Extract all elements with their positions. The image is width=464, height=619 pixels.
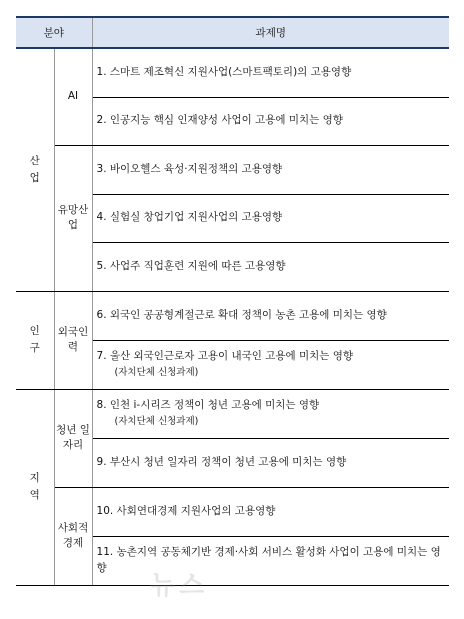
task-cell <box>92 291 449 340</box>
task-title: 4. 실험실 창업기업 지원사업의 고용영향 <box>96 211 283 224</box>
task-cell <box>92 340 449 389</box>
category-char: 구 <box>29 342 40 354</box>
subcategory-label: 청년 일자리 <box>56 423 90 451</box>
table-row <box>16 48 449 97</box>
task-cell <box>92 389 449 438</box>
watermark: 뉴스 <box>150 571 209 601</box>
task-title: 3. 바이오헬스 육성·지원정책의 고용영향 <box>96 162 283 175</box>
category-char: 인 <box>29 325 40 338</box>
task-cell <box>92 536 449 585</box>
subcategory-cell <box>54 389 92 487</box>
task-title: 7. 울산 외국인근로자 고용이 내국인 고용에 미치는 영향 <box>96 349 354 362</box>
subcategory-label: 유망산업 <box>57 203 89 231</box>
task-title: 10. 사회연대경제 지원사업의 고용영향 <box>96 504 276 517</box>
subcategory-cell <box>54 145 92 291</box>
subcategory-label: 사회적경제 <box>57 521 89 549</box>
category-char: 지 <box>29 472 40 485</box>
task-cell <box>92 242 449 291</box>
subcategory-cell <box>54 487 92 585</box>
task-title: 9. 부산시 청년 일자리 정책이 청년 고용에 미치는 영향 <box>96 455 347 468</box>
table-row <box>16 145 449 194</box>
task-cell <box>92 438 449 487</box>
category-char: 산 <box>29 154 40 167</box>
task-title: 8. 인천 i-시리즈 정책이 청년 고용에 미치는 영향 <box>96 398 320 411</box>
task-cell <box>92 194 449 242</box>
subcategory-cell <box>54 291 92 389</box>
category-cell <box>16 48 54 291</box>
task-note: (자치단체 신청과제) <box>114 415 199 427</box>
subcategory-label: AI <box>67 90 79 103</box>
table-row <box>16 291 449 340</box>
task-title: 2. 인공지능 핵심 인재양성 사업이 고용에 미치는 영향 <box>96 114 343 127</box>
task-title: 11. 농촌지역 공동체기반 경제·사회 서비스 활성화 사업이 고용에 미치는 영향 <box>96 545 441 574</box>
task-note: (자치단체 신청과제) <box>114 366 199 378</box>
task-cell <box>92 487 449 536</box>
subcategory-label: 외국인력 <box>57 325 89 353</box>
task-cell <box>92 97 449 145</box>
category-cell <box>16 389 54 585</box>
header-task: 과제명 <box>92 17 449 48</box>
task-cell <box>92 48 449 97</box>
category-char: 업 <box>29 171 40 184</box>
task-table-container <box>16 16 449 586</box>
task-title: 6. 외국인 공공형계절근로 확대 정책이 농촌 고용에 미치는 영향 <box>96 308 387 321</box>
task-table <box>16 16 449 586</box>
table-row <box>16 487 449 536</box>
task-title: 5. 사업주 직업훈련 지원에 따른 고용영향 <box>96 259 286 272</box>
task-title: 1. 스마트 제조혁신 지원사업(스마트팩토리)의 고용영향 <box>96 65 352 78</box>
subcategory-cell <box>54 48 92 145</box>
table-row <box>16 389 449 438</box>
category-cell <box>16 291 54 389</box>
category-char: 역 <box>29 489 40 501</box>
task-cell <box>92 145 449 194</box>
header-category: 분야 <box>16 17 92 48</box>
